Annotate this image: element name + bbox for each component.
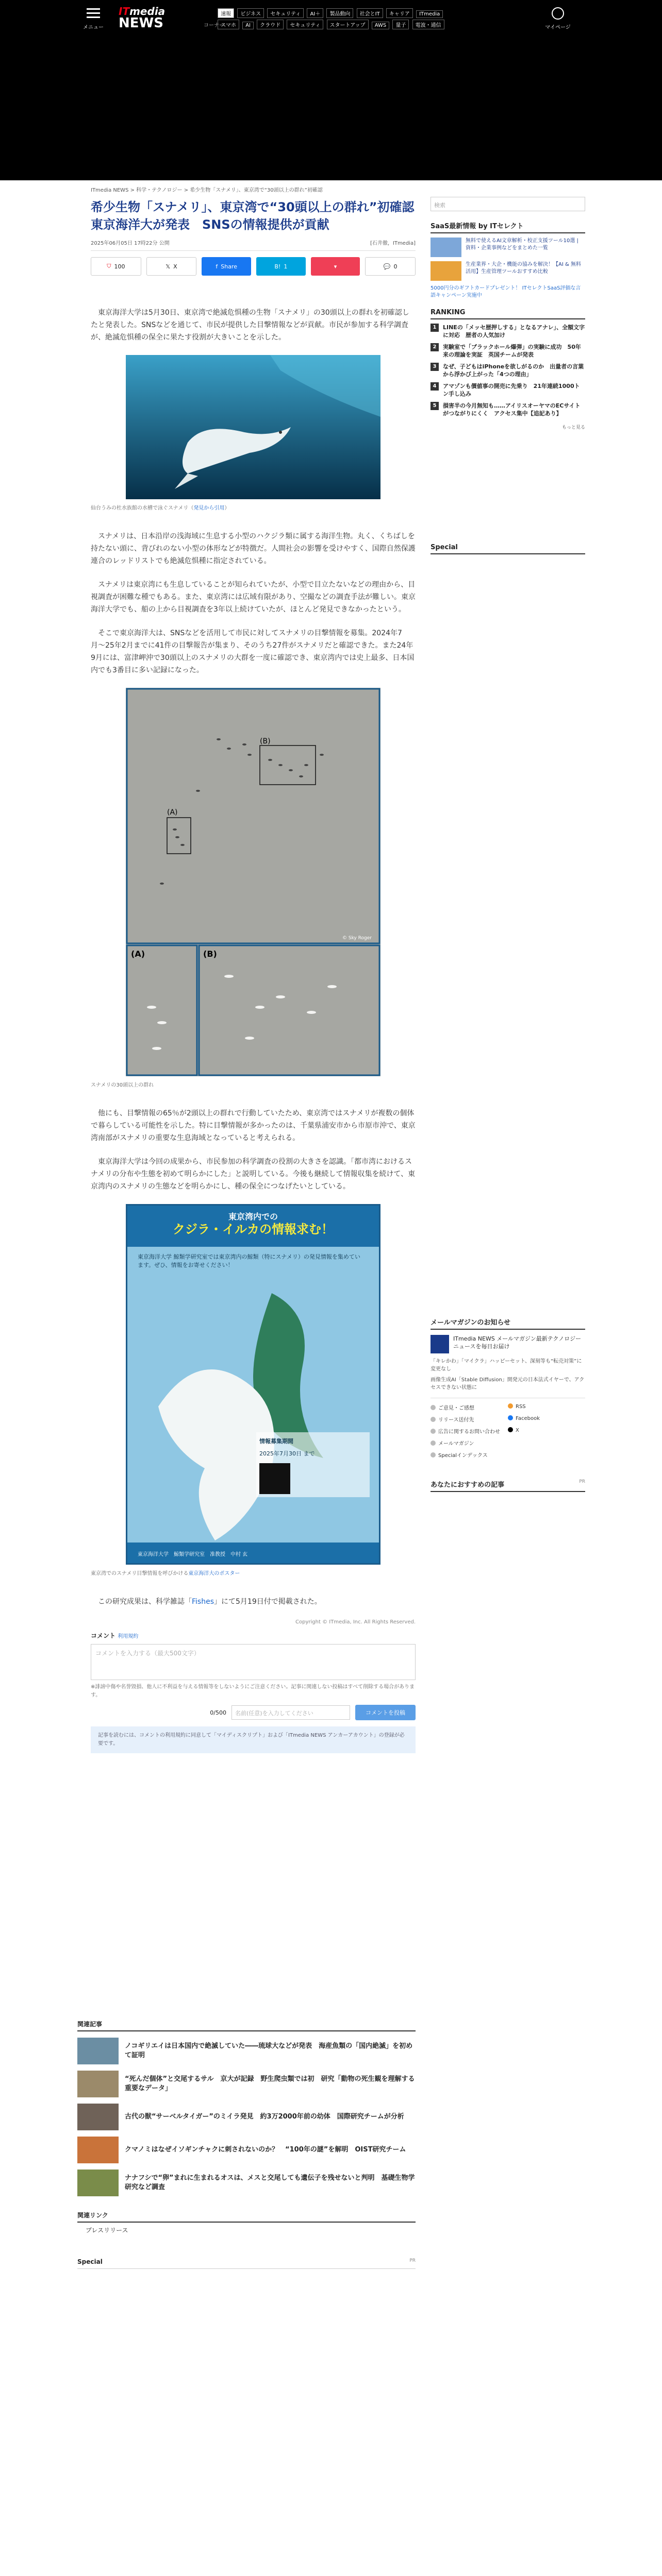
ranking-text-1: LINEの「メッセ歴押しする」となるアナレ」、全額文字に対応 歴者の人気加け (443, 324, 585, 338)
poster-contact (256, 1432, 370, 1497)
pocket-icon: ▾ (334, 263, 337, 270)
sublink-5[interactable] (508, 1427, 585, 1435)
paragraph-6: 東京海洋大学は今回の成果から、市民参加の科学調査の役割の大きさを認識。「都市湾におけるスナメリの分布や生態を初めて明らかにした」と説明している。今後も継続して情報収集を続けて、東京湾内のスナメリの生態などを明らかにし、種の保全につなげたいとしている。 (91, 1158, 416, 1191)
comment-icon: 💬 (383, 263, 391, 270)
share-facebook-button[interactable] (202, 257, 251, 276)
site-logo[interactable] (119, 6, 165, 30)
corner-tab-6[interactable]: 量子 (392, 20, 409, 29)
caption3-link[interactable]: 東京海洋大のポスター (188, 1571, 240, 1577)
sublink-1-label: RSS (516, 1404, 526, 1410)
related-thumb-0 (77, 2038, 119, 2064)
mm-promo[interactable] (431, 1335, 585, 1353)
paragraph-5: 他にも、目撃情報の65％が2頭以上の群れで行動していたため、東京湾ではスナメリが複数の個体で暮らしている可能性を示した。特に目撃情報が多かったのは、千葉県浦安市から市原市沖で、東京湾南部がスナメリの重要な生息海域となっていると考えられる。 (91, 1109, 416, 1142)
paragraph-3: スナメリは東京湾にも生息していることが知られていたが、小型で目立たないなどの理由から、目視調査が困難な種でもある。また、東京湾には広域有限があり、空撮などの調査手法が難しい。東京海洋大学でも、船の上から目視調査を3年以上続けていたが、ほとんど発見できなかったという。 (91, 581, 416, 614)
mm-desc (431, 1358, 585, 1392)
sublink-3[interactable] (508, 1415, 585, 1423)
comment-input[interactable]: コメントを入力する（最大500文字） (91, 1644, 416, 1680)
menu-label: メニュー (83, 25, 104, 30)
tab-7[interactable]: ITmedia (416, 10, 443, 18)
recommend-title (431, 1479, 585, 1492)
finless-porpoise-photo (126, 355, 380, 499)
ranking-title: RANKING (431, 309, 585, 319)
rank-num-3: 3 (431, 363, 439, 371)
comments-count-button[interactable] (365, 257, 416, 276)
tab-2[interactable]: セキュリティ (267, 8, 304, 18)
ranking-text-4: アマゾンも價値事の開売に先乗り 21年連続1000トン手し込み (443, 383, 580, 397)
sublink-4[interactable] (431, 1427, 508, 1435)
comment-title-text: コメント (91, 1632, 116, 1639)
related-text-1: “死んだ個体”と交尾するサル 京大が記録 野生爬虫類では初 研究「動物の死生観を理解する重要なデータ」 (125, 2075, 415, 2092)
poster-contact-date: 2025年7月30日 まで (259, 1450, 315, 1457)
comment-info: 記事を読むには、コメントの利用規約に同意して「マイディスクリプト」および「ITmedia NEWS アンカーアカウント」の登録が必要です。 (91, 1726, 416, 1753)
article-meta (91, 239, 416, 251)
share-pocket-button[interactable] (311, 257, 360, 276)
tab-1[interactable]: ビジネス (237, 8, 264, 18)
closing-suffix: 」にて5月19日付で掲載された。 (214, 1598, 322, 1606)
sublink-6[interactable] (431, 1439, 508, 1447)
related-thumb-1 (77, 2071, 119, 2097)
sublink-5-label: X (516, 1428, 519, 1433)
special-bar (77, 2255, 416, 2269)
mm-desc-1[interactable]: 画像生成AI「Stable Diffusion」開発元の日本法式イヤーで、アクセスできない状態に (431, 1377, 585, 1391)
closing-paragraph (91, 1596, 416, 1608)
corner-label: コーナー (204, 23, 224, 28)
facebook-icon: f (216, 263, 218, 270)
paragraph-2: スナメリは、日本沿岸の浅海域に生息する小型のハクジラ類に属する海洋生物。丸く、くちばしを持たない頭に、背びれのない小型の体形などが特徴だ。人間社会の影響を受けやすく、国際自然保護連合のレッドリストでも絶滅危惧種に指定されている。 (91, 532, 416, 565)
related-thumb-2 (77, 2104, 119, 2130)
sublink-6-label: メールマガジン (438, 1441, 474, 1447)
comment-counter: 0/500 (210, 1709, 226, 1716)
nickname-input[interactable]: 名前(任意)を入力してください (231, 1705, 350, 1720)
pr-thumb-0 (431, 238, 461, 257)
figure-2-caption: スナメリの30頭以上の群れ (91, 1082, 154, 1088)
tab-0[interactable]: 速報 (218, 8, 234, 18)
related-text-2: 古代の獣“サーベルタイガー”のミイラ発見 約3万2000年前の幼体 国際研究チームが分析 (125, 2113, 404, 2121)
poster-illustration (127, 1283, 379, 1561)
logo-it: IT (119, 5, 130, 18)
sublink-4-label: 広告に関するお問い合わせ (438, 1429, 500, 1435)
share-x-label: X (173, 263, 177, 270)
special-label: Special (77, 2258, 103, 2265)
caption1-end: ） (224, 505, 230, 511)
user-avatar-icon (552, 7, 564, 20)
pr-thumb-1 (431, 261, 461, 281)
newsletter-icon (431, 1335, 449, 1353)
article-title: 希少生物「スナメリ」、東京湾で“30頭以上の群れ”初確認 東京海洋大が発表 SNSの情報提供が貢献 (91, 200, 427, 232)
comment-title (91, 1631, 416, 1640)
ranking-item-1[interactable] (431, 324, 585, 339)
related-item-1[interactable] (77, 2071, 416, 2097)
comment-section (91, 1631, 416, 1753)
closing-prefix: この研究成果は、科学雑誌「 (98, 1598, 192, 1606)
aerial-label-a: (A) (131, 949, 145, 959)
related-item-4[interactable] (77, 2170, 416, 2196)
tab-3[interactable]: AI＋ (307, 8, 323, 18)
nav-tabs (204, 8, 492, 31)
qr-code-icon (259, 1463, 290, 1494)
mypage-label: マイページ (545, 25, 571, 30)
special-pr: PR (409, 2258, 416, 2263)
corner-tab-5[interactable]: AWS (372, 22, 390, 29)
hatena-count: 1 (284, 263, 288, 270)
related-section (77, 2020, 416, 2269)
figure-1-caption (91, 502, 416, 515)
ranking-text-2: 実験室で「ブラックホール爆弾」の実験に成功 50年来の理論を実証 英国チームが発表 (443, 344, 581, 358)
recommend-pr: PR (579, 1479, 585, 1484)
pr-text-1: 生産業界・大企・機能の協みを解決！【AI & 無料活用】生産管理ツールおすすめ比較 (466, 262, 581, 275)
nav-row-main (204, 8, 492, 18)
rank-num-2: 2 (431, 343, 439, 351)
ranking-item-2[interactable] (431, 343, 585, 359)
ranking-text-3: なぜ、子どもはiPhoneを欲しがるのか 出量者の言葉から浮かび上がった「4つの理由」 (443, 363, 584, 378)
corner-tab-3[interactable]: セキュリティ (287, 20, 323, 29)
related-title: 関連記事 (77, 2020, 416, 2031)
hatena-icon: B! (274, 263, 281, 270)
ranking-item-4[interactable] (431, 382, 585, 398)
sublink-1[interactable] (508, 1403, 585, 1411)
tab-4[interactable]: 製品動向 (326, 8, 353, 18)
ranking-text-5: 損害半の今月無知も……アイリスオーヤマのECサイトがつながりにくく アクセス集中【追記あり】 (443, 402, 581, 417)
pr-item-1[interactable] (431, 261, 585, 281)
sidebar-special: Special (431, 544, 585, 554)
related-thumb-4 (77, 2170, 119, 2196)
related-item-2[interactable] (77, 2104, 416, 2130)
aerial-pod-photo (126, 688, 380, 1076)
fishes-link[interactable]: Fishes (192, 1598, 214, 1606)
related-item-3[interactable] (77, 2137, 416, 2163)
recommend-title-text: あなたにおすすめの記事 (431, 1481, 505, 1489)
tab-5[interactable]: 社会とIT (357, 8, 383, 18)
aerial-label-b: (B) (203, 949, 217, 959)
mm-title: メールマガジンのお知らせ (431, 1317, 585, 1330)
sidebar-links (431, 1398, 585, 1459)
corner-tab-7[interactable]: 電波・通信 (412, 20, 444, 29)
rank-num-4: 4 (431, 382, 439, 391)
sublink-3-label: Facebook (516, 1416, 540, 1421)
related-text-3: クマノミはなぜイソギンチャクに刺されないのか？ “100年の謎”を解明 OIST研究チーム (125, 2146, 406, 2154)
sublink-2-label: リリース送付先 (438, 1417, 474, 1423)
related-thumb-3 (77, 2137, 119, 2163)
poster-line2: クジラ・イルカの情報求む！ (173, 1222, 334, 1236)
aerial-label-b-top: (B) (260, 737, 271, 745)
poster-body: 東京海洋大学 鯨類学研究室では東京湾内の鯨類（特にスナメリ）の発見情報を集めています。ぜひ、情報をお寄せください！ (138, 1253, 360, 1268)
aerial-label-a-top: (A) (167, 808, 178, 817)
logo-news: NEWS (119, 15, 163, 31)
nav-row-corner (204, 20, 492, 29)
post-comment-button[interactable]: コメントを投稿 (355, 1705, 416, 1720)
search-input[interactable]: 検索 (431, 197, 585, 211)
mm-text: ITmedia NEWS メールマガジン最新テクノロジーニュースを毎日お届け (453, 1335, 582, 1350)
share-facebook-label: Share (221, 263, 237, 270)
breadcrumb[interactable]: ITmedia NEWS > 科学・テクノロジー > 希少生物「スナメリ」、東京湾で“30頭以上の群れ”初確認 (91, 188, 323, 193)
pr-campaign-link[interactable]: 5000円分のギフトカードプレゼント！ ITセレクトSaaS評価な言語キャンペーン実施中 (431, 285, 581, 298)
tab-6[interactable]: キャリア (386, 8, 413, 18)
article-body (91, 307, 416, 1608)
sublink-8-label: Specialインデックス (438, 1453, 488, 1459)
article-main (91, 185, 427, 1753)
byline: [石井徹，ITmedia] (370, 241, 416, 246)
sublink-8[interactable] (431, 1451, 508, 1459)
hamburger-menu-icon[interactable] (87, 8, 100, 19)
comment-rules-link[interactable]: 利用規約 (118, 1634, 139, 1639)
mypage-button[interactable] (543, 7, 572, 30)
share-hatena-button[interactable] (256, 257, 306, 276)
sublink-0-label: ご意見・ご感想 (438, 1405, 474, 1411)
x-icon: 𝕏 (166, 263, 171, 270)
comment-actions (91, 1705, 416, 1720)
ranking-more-link[interactable]: もっと見る (561, 425, 585, 430)
corner-tab-0[interactable]: スマホ (218, 20, 239, 29)
corner-tab-2[interactable]: クラウド (257, 20, 284, 29)
sidebar (431, 197, 585, 1492)
poster-image (126, 1204, 380, 1565)
corner-tab-4[interactable]: スタートアップ (327, 20, 369, 29)
bookmark-icon: ⛉ (107, 263, 111, 269)
ranking-item-3[interactable] (431, 363, 585, 378)
comment-note: ※誹謗中傷や名誉毀損、他人に不利益を与える情報等をしないようにご注意ください。記事に関連しない投稿はすべて削除する場合があります。 (91, 1684, 415, 1698)
paragraph-1: 東京海洋大学は5月30日、東京湾で絶滅危惧種の生物「スナメリ」の30頭以上の群れを初確認したと発表した。SNSなどを通じて、市民が提供した目撃情報などが貢献。市民が参加する科学調査が、絶滅危惧種の保全に果たす役割が大きいことを示した。 (91, 309, 409, 342)
poster-contact-title: 情報募集期間 (259, 1438, 293, 1445)
figure-3-caption (91, 1568, 416, 1580)
poster-header (127, 1206, 379, 1247)
mm-desc-0[interactable]: 「キレかわ」「マイクラ」ハッピーセット、深刻等も“転売対策”に変更なし (431, 1359, 582, 1372)
rank-num-1: 1 (431, 324, 439, 332)
paragraph-4: そこで東京海洋大は、SNSなどを活用して市民に対してスナメリの目撃情報を募集。2024年7月〜25年2月までに41件の目撃報告が集まり、そのうち27件がスナメリだと確認できた。また24年9月には、富津岬沖で30頭以上のスナメリの大群を一度に確認でき、東京湾内では史上最多、日本国内でも3番目に多い記録になった。 (91, 629, 415, 674)
caption3-text: 東京湾でのスナメリ目撃情報を呼びかける (91, 1571, 189, 1577)
logo-media: media (129, 5, 166, 18)
press-release-link[interactable]: プレスリリース (86, 2227, 128, 2234)
sublink-2[interactable] (431, 1415, 508, 1423)
related-text-0: ノコギリエイは日本国内で絶滅していた――琉球大などが発表 海産魚類の「国内絶滅」を初めて証明 (125, 2042, 413, 2059)
publish-date: 2025年06月05日 17時22分 公開 (91, 241, 170, 246)
bookmark-button[interactable] (91, 257, 141, 276)
copyright: Copyright © ITmedia, Inc. All Rights Reserved. (295, 1619, 416, 1625)
ranking-item-5[interactable] (431, 402, 585, 417)
comment-count: 0 (393, 263, 398, 270)
caption1-text: 仙台うみの杜水族館の水槽で泳ぐスナメリ（ (91, 505, 194, 511)
share-buttons (91, 257, 416, 276)
corner-tab-1[interactable]: AI (242, 22, 254, 29)
bookmark-count: 100 (114, 263, 125, 270)
related-item-0[interactable] (77, 2038, 416, 2064)
pr-text-0: 無料で使えるAI文章解析・校正支援ツール10選 | 資料・企業事例などをまとめた一覧 (466, 238, 578, 251)
related-text-4: ナナフシで“卵”まれに生まれるオスは、メスと交尾しても遺伝子を残せないと判明 基礎生物学研究など調査 (125, 2174, 415, 2191)
caption1-link[interactable]: 発見から引用 (193, 505, 225, 511)
header (82, 3, 588, 34)
poster-footer: 東京海洋大学 鯨類学研究室 准教授 中村 玄 (127, 1543, 379, 1563)
saas-title: SaaS最新情報 by ITセレクト (431, 221, 585, 233)
links-title: 関連リンク (77, 2211, 416, 2223)
aerial-watermark: © Sky Roger (342, 936, 372, 941)
share-x-button[interactable] (146, 257, 197, 276)
sublink-0[interactable] (431, 1403, 508, 1411)
top-header-bar (0, 0, 662, 180)
pr-item-0[interactable] (431, 238, 585, 257)
poster-line1: 東京湾内での (228, 1212, 278, 1222)
rank-num-5: 5 (431, 402, 439, 410)
